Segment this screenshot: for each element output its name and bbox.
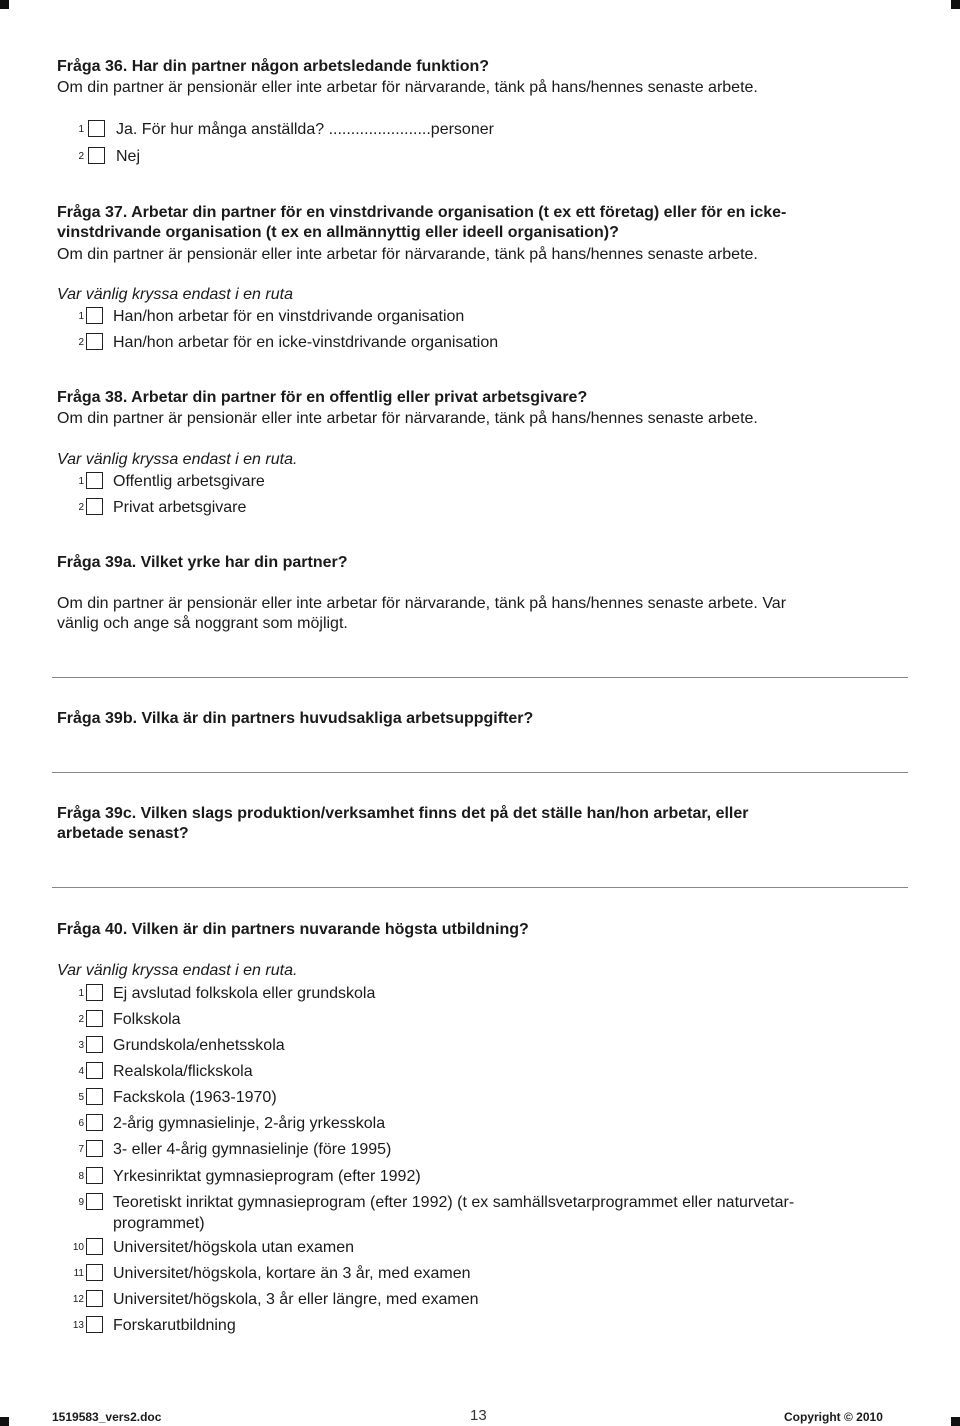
checkbox[interactable]	[88, 147, 105, 164]
checkbox[interactable]	[88, 120, 105, 137]
option-label: Universitet/högskola, 3 år eller längre, med examen	[113, 1291, 479, 1308]
checkbox[interactable]	[86, 1167, 103, 1184]
option-label-continued: programmet)	[113, 1215, 205, 1232]
option-label: Ja. För hur många anställda? .......................personer	[116, 121, 494, 138]
option-label: Privat arbetsgivare	[113, 499, 247, 516]
checkbox[interactable]	[86, 1010, 103, 1027]
checkbox[interactable]	[86, 307, 103, 324]
option-number: 5	[78, 1092, 84, 1103]
checkbox[interactable]	[86, 1290, 103, 1307]
option-label: Universitet/högskola utan examen	[113, 1239, 355, 1256]
checkbox[interactable]	[86, 1036, 103, 1053]
checkbox[interactable]	[86, 498, 103, 515]
q40-instruction: Var vänlig kryssa endast i en ruta.	[57, 962, 298, 979]
q39b-answer-line[interactable]	[52, 772, 908, 773]
checkbox[interactable]	[86, 1062, 103, 1079]
option-label: Universitet/högskola, kortare än 3 år, med examen	[113, 1265, 471, 1282]
option-label: Nej	[116, 148, 141, 165]
checkbox[interactable]	[86, 984, 103, 1001]
option-label: 2-årig gymnasielinje, 2-årig yrkesskola	[113, 1115, 386, 1132]
q37-title-line1: Fråga 37. Arbetar din partner för en vinstdrivande organisation (t ex ett företag) eller för en icke-	[57, 204, 787, 221]
checkbox[interactable]	[86, 1088, 103, 1105]
q36-subtitle: Om din partner är pensionär eller inte arbetar för närvarande, tänk på hans/hennes senaste arbete.	[57, 79, 758, 96]
option-number: 6	[78, 1118, 84, 1129]
option-label: Offentlig arbetsgivare	[113, 473, 265, 490]
q37-title-line2: vinstdrivande organisation (t ex en allmännyttig eller ideell organisation)?	[57, 224, 619, 241]
option-label: Fackskola (1963-1970)	[113, 1089, 277, 1106]
checkbox[interactable]	[86, 1140, 103, 1157]
option-number: 8	[78, 1171, 84, 1182]
footer-copyright: Copyright © 2010	[784, 1410, 883, 1424]
checkbox[interactable]	[86, 1238, 103, 1255]
option-label: Realskola/flickskola	[113, 1063, 253, 1080]
q36-title: Fråga 36. Har din partner någon arbetsledande funktion?	[57, 58, 490, 75]
q39c-title-line1: Fråga 39c. Vilken slags produktion/verksamhet finns det på det ställe han/hon arbetar, eller	[57, 805, 749, 822]
option-number: 1	[78, 311, 84, 322]
option-number: 1	[78, 476, 84, 487]
registration-mark-top-right	[951, 0, 960, 9]
option-label: 3- eller 4-årig gymnasielinje (före 1995)	[113, 1141, 392, 1158]
option-number: 2	[78, 337, 84, 348]
checkbox[interactable]	[86, 1193, 103, 1210]
registration-mark-bottom-left	[0, 1417, 9, 1426]
option-label: Forskarutbildning	[113, 1317, 236, 1334]
option-number: 10	[72, 1242, 84, 1253]
q38-instruction: Var vänlig kryssa endast i en ruta.	[57, 451, 298, 468]
q37-subtitle: Om din partner är pensionär eller inte arbetar för närvarande, tänk på hans/hennes senaste arbete.	[57, 246, 758, 263]
checkbox[interactable]	[86, 333, 103, 350]
option-label: Ej avslutad folkskola eller grundskola	[113, 985, 376, 1002]
q39a-title: Fråga 39a. Vilket yrke har din partner?	[57, 554, 348, 571]
q40-title: Fråga 40. Vilken är din partners nuvarande högsta utbildning?	[57, 921, 529, 938]
option-number: 7	[78, 1144, 84, 1155]
page-number: 13	[470, 1407, 487, 1424]
q39c-title-line2: arbetade senast?	[57, 825, 189, 842]
option-number: 4	[78, 1066, 84, 1077]
option-label: Han/hon arbetar för en vinstdrivande organisation	[113, 308, 465, 325]
q39b-title: Fråga 39b. Vilka är din partners huvudsakliga arbetsuppgifter?	[57, 710, 534, 727]
option-label: Teoretiskt inriktat gymnasieprogram (efter 1992) (t ex samhällsvetarprogrammet eller naturvetar-	[113, 1194, 795, 1211]
option-number: 3	[78, 1040, 84, 1051]
option-number: 2	[78, 502, 84, 513]
q37-instruction: Var vänlig kryssa endast i en ruta	[57, 286, 293, 303]
q38-subtitle: Om din partner är pensionär eller inte arbetar för närvarande, tänk på hans/hennes senaste arbete.	[57, 410, 758, 427]
q39a-subtitle-line1: Om din partner är pensionär eller inte arbetar för närvarande, tänk på hans/hennes senaste arbete. Var	[57, 595, 787, 612]
option-label: Yrkesinriktat gymnasieprogram (efter 1992)	[113, 1168, 421, 1185]
option-number: 1	[78, 124, 84, 135]
option-label: Grundskola/enhetsskola	[113, 1037, 285, 1054]
q39a-subtitle-line2: vänlig och ange så noggrant som möjligt.	[57, 615, 348, 632]
option-label: Han/hon arbetar för en icke-vinstdrivande organisation	[113, 334, 499, 351]
q38-title: Fråga 38. Arbetar din partner för en offentlig eller privat arbetsgivare?	[57, 389, 588, 406]
q39a-answer-line[interactable]	[52, 677, 908, 678]
registration-mark-bottom-right	[951, 1417, 960, 1426]
option-number: 11	[73, 1268, 84, 1279]
checkbox[interactable]	[86, 1316, 103, 1333]
option-number: 12	[72, 1294, 84, 1305]
option-label: Folkskola	[113, 1011, 181, 1028]
option-number: 2	[78, 1014, 84, 1025]
footer-document-name: 1519583_vers2.doc	[52, 1410, 162, 1424]
registration-mark-top-left	[0, 0, 9, 9]
option-number: 9	[78, 1197, 84, 1208]
option-number: 2	[78, 151, 84, 162]
checkbox[interactable]	[86, 1114, 103, 1131]
checkbox[interactable]	[86, 472, 103, 489]
checkbox[interactable]	[86, 1264, 103, 1281]
q39c-answer-line[interactable]	[52, 887, 908, 888]
option-number: 13	[72, 1320, 84, 1331]
option-number: 1	[78, 988, 84, 999]
